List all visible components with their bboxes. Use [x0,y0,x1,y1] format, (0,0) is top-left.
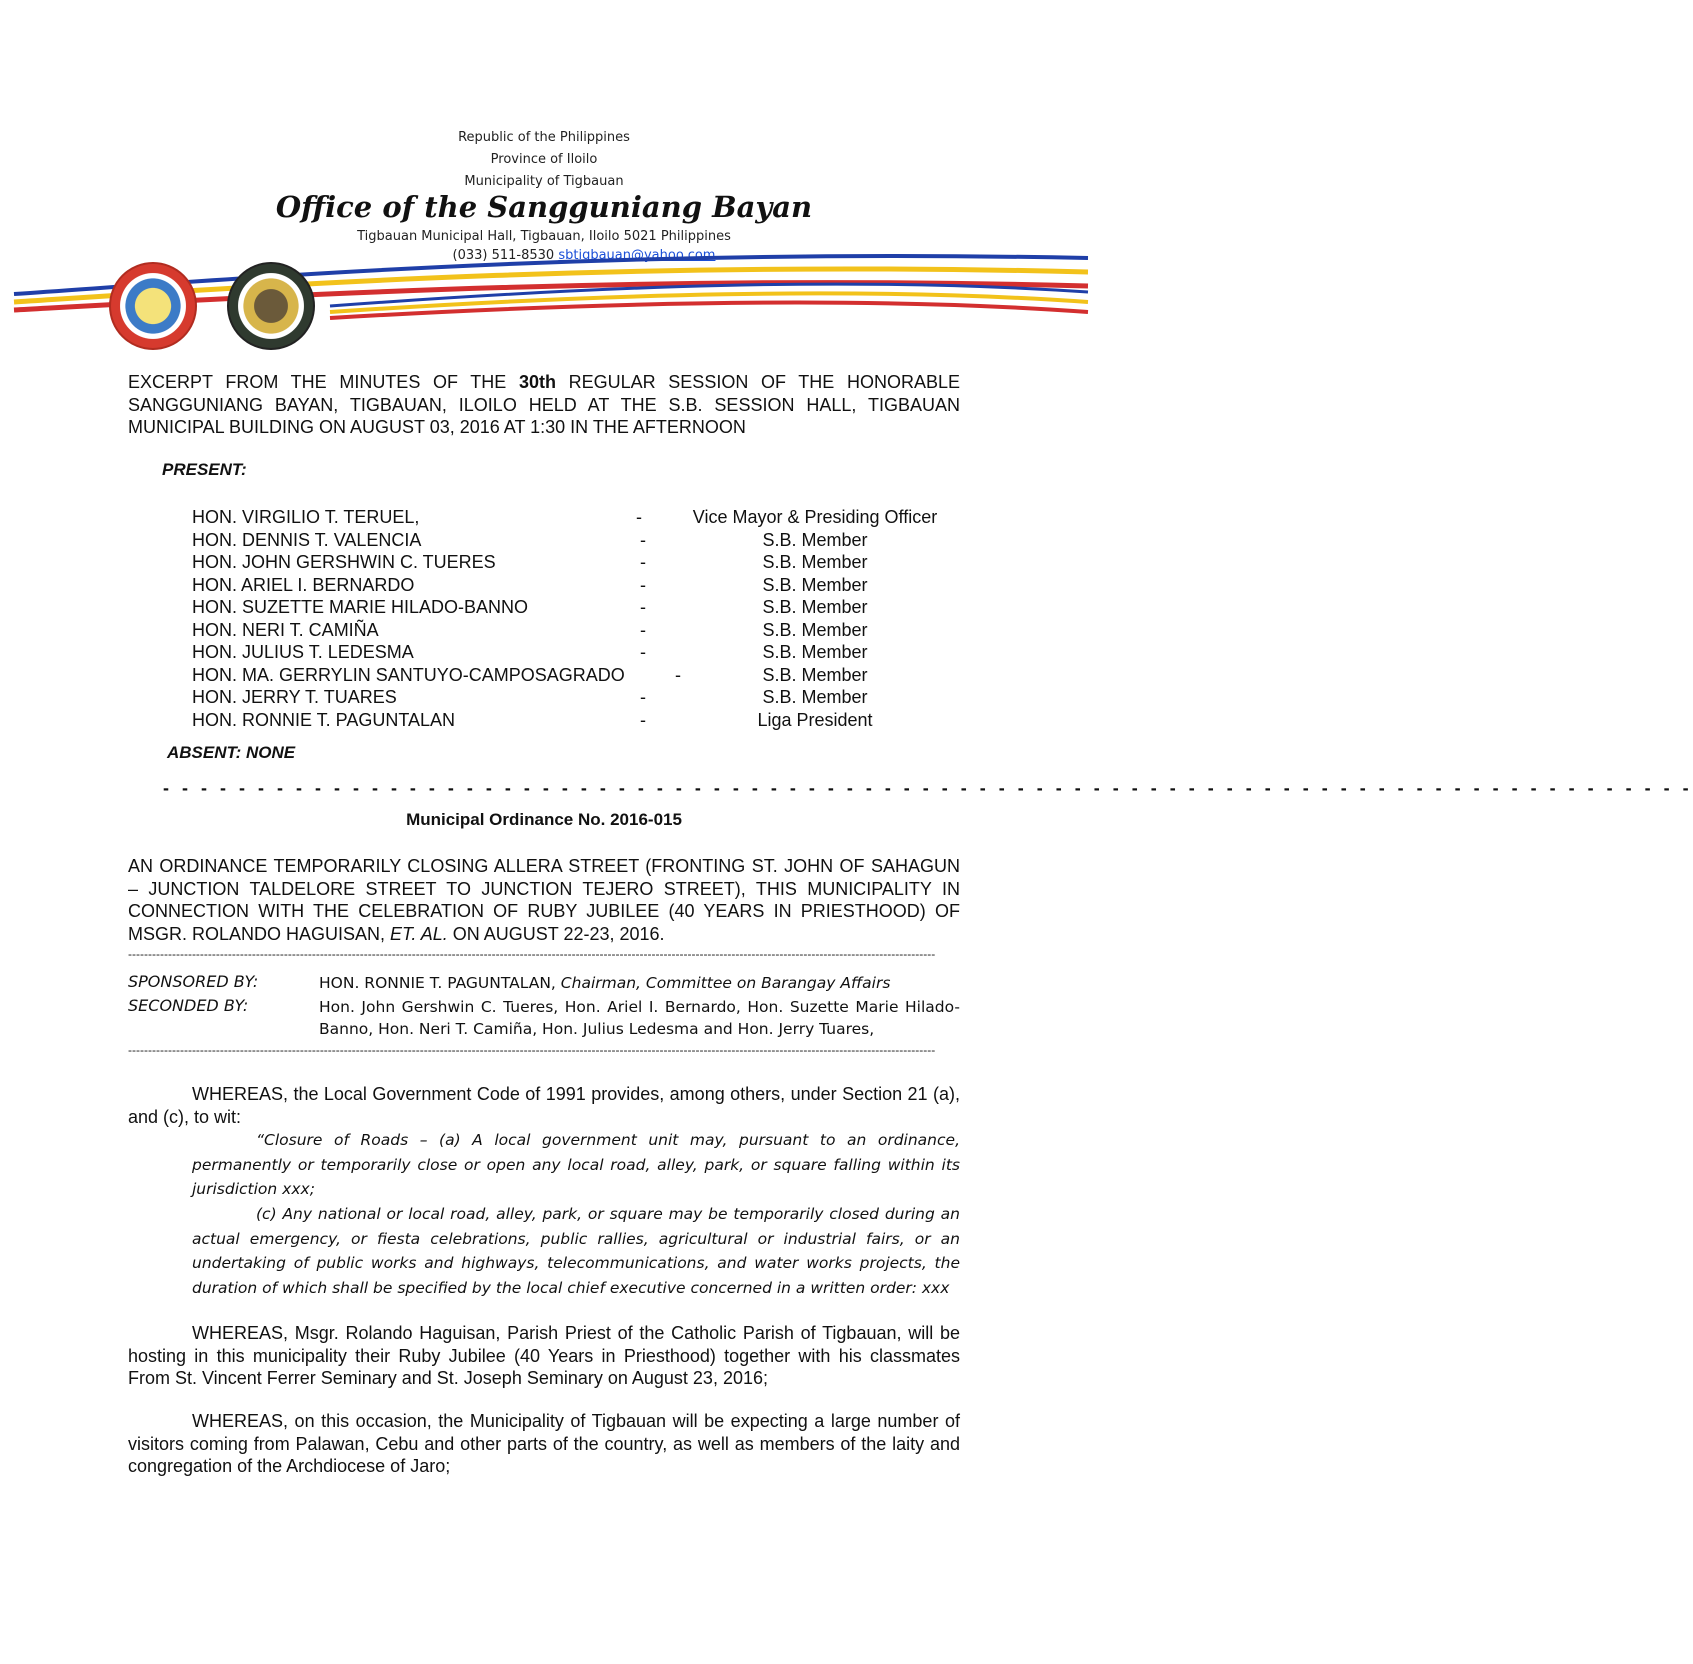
divider-rule: ---------------------------------------------------------------------------------------------------------------------------------------------------------------------------------------------------------- [128,1043,936,1057]
whereas-clause-1: WHEREAS, the Local Government Code of 1991 provides, among others, under Section 21 (a), and (c), to wit: [128,1084,960,1127]
quoted-section-c: (c) Any national or local road, alley, park, or square may be temporarily closed during an actual emergency, or fiesta celebrations, public rallies, agricultural or industrial fairs, or an undertaking of public works and highways, telecommunications, and water works projects, the duration of which shall be specified by the local chief executive concerned in a written order: xxx [192,1205,960,1297]
attendee-row: HON. JOHN GERSHWIN C. TUERES - S.B. Member [192,552,868,572]
ordinance-description: AN ORDINANCE TEMPORARILY CLOSING ALLERA STREET (FRONTING ST. JOHN OF SAHAGUN – JUNCTION TALDELORE STREET TO JUNCTION TEJERO STREET), THIS MUNICIPALITY IN CONNECTION WITH THE CELEBRATION OF RUBY JUBILEE (40 YEARS IN PRIESTHOOD) OF MSGR. ROLANDO HAGUISAN, ET. AL. ON AUGUST 22-23, 2016. [128,856,960,944]
municipality-seal-icon [109,262,197,350]
sponsored-by-label: SPONSORED BY: [128,972,259,991]
letterhead-province: Province of Iloilo [490,152,598,167]
attendee-row: HON. MA. GERRYLIN SANTUYO-CAMPOSAGRADO - S.B. Member [192,664,868,685]
attendee-row: HON. ARIEL I. BERNARDO - S.B. Member [192,574,868,595]
attendee-row: HON. NERI T. CAMIÑA - S.B. Member [192,619,868,640]
session-number: 30th [518,372,556,392]
letterhead-municipality: Municipality of Tigbauan [464,174,624,189]
sangguniang-bayan-seal-icon [227,262,315,350]
letterhead-phone: (033) 511-8530 [452,248,555,263]
quoted-section-a: “Closure of Roads – (a) A local government unit may, pursuant to an ordinance, permanently or temporarily close or open any local road, alley, park, or square falling within its jurisdiction xxx; [192,1131,960,1198]
attendee-row: HON. RONNIE T. PAGUNTALAN - Liga President [192,709,873,730]
separator-dashes: - - - - - - - - - - - - - - - - - - - - - - - - - - - - - - - - - - - - - - - - - - - - - - - - - - - - - - - - - - - - - - - - - - - - - - - - - - - - - - - - - [163,778,1693,798]
seconded-by-label: SECONDED BY: [128,996,249,1015]
ordinance-title: Municipal Ordinance No. 2016-015 [406,810,682,829]
letterhead-republic: Republic of the Philippines [458,130,630,145]
letterhead-email-link[interactable]: sbtigbauan@yahoo.com [558,248,716,263]
office-title: Office of the Sangguniang Bayan [275,190,813,224]
whereas-clause-3: WHEREAS, on this occasion, the Municipality of Tigbauan will be expecting a large number of visitors coming from Palawan, Cebu and other parts of the country, as well as members of the laity and congregation of the Archdiocese of Jaro; [128,1411,960,1476]
minutes-header: EXCERPT FROM THE MINUTES OF THE 30th REGULAR SESSION OF THE HONORABLE SANGGUNIANG BAYAN, TIGBAUAN, ILOILO HELD AT THE S.B. SESSION HALL, TIGBAUAN MUNICIPAL BUILDING ON AUGUST 03, 2016 AT 1:30 IN THE AFTERNOON [128,372,960,437]
whereas-clause-2: WHEREAS, Msgr. Rolando Haguisan, Parish Priest of the Catholic Parish of Tigbauan, will be hosting in this municipality their Ruby Jubilee (40 Years in Priesthood) together with his classmates From St. Vincent Ferrer Seminary and St. Joseph Seminary on August 23, 2016; [128,1323,960,1388]
attendee-row: HON. VIRGILIO T. TERUEL, - Vice Mayor & Presiding Officer [192,507,938,527]
sponsored-by-value: HON. RONNIE T. PAGUNTALAN, Chairman, Committee on Barangay Affairs [319,974,891,992]
attendee-row: HON. JULIUS T. LEDESMA - S.B. Member [192,642,868,662]
absent-label: ABSENT: NONE [167,743,296,762]
attendee-row: HON. JERRY T. TUARES - S.B. Member [192,687,868,707]
seconded-by-value: Hon. John Gershwin C. Tueres, Hon. Ariel I. Bernardo, Hon. Suzette Marie Hilado-Banno, Hon. Neri T. Camiña, Hon. Julius Ledesma and Hon. Jerry Tuares, [319,998,960,1038]
present-label: PRESENT: [162,460,247,479]
divider-rule: ---------------------------------------------------------------------------------------------------------------------------------------------------------------------------------------------------------- [128,947,936,961]
attendee-row: HON. DENNIS T. VALENCIA - S.B. Member [192,529,868,550]
attendee-row: HON. SUZETTE MARIE HILADO-BANNO - S.B. Member [192,597,868,617]
letterhead-address: Tigbauan Municipal Hall, Tigbauan, Iloilo 5021 Philippines [357,229,731,244]
